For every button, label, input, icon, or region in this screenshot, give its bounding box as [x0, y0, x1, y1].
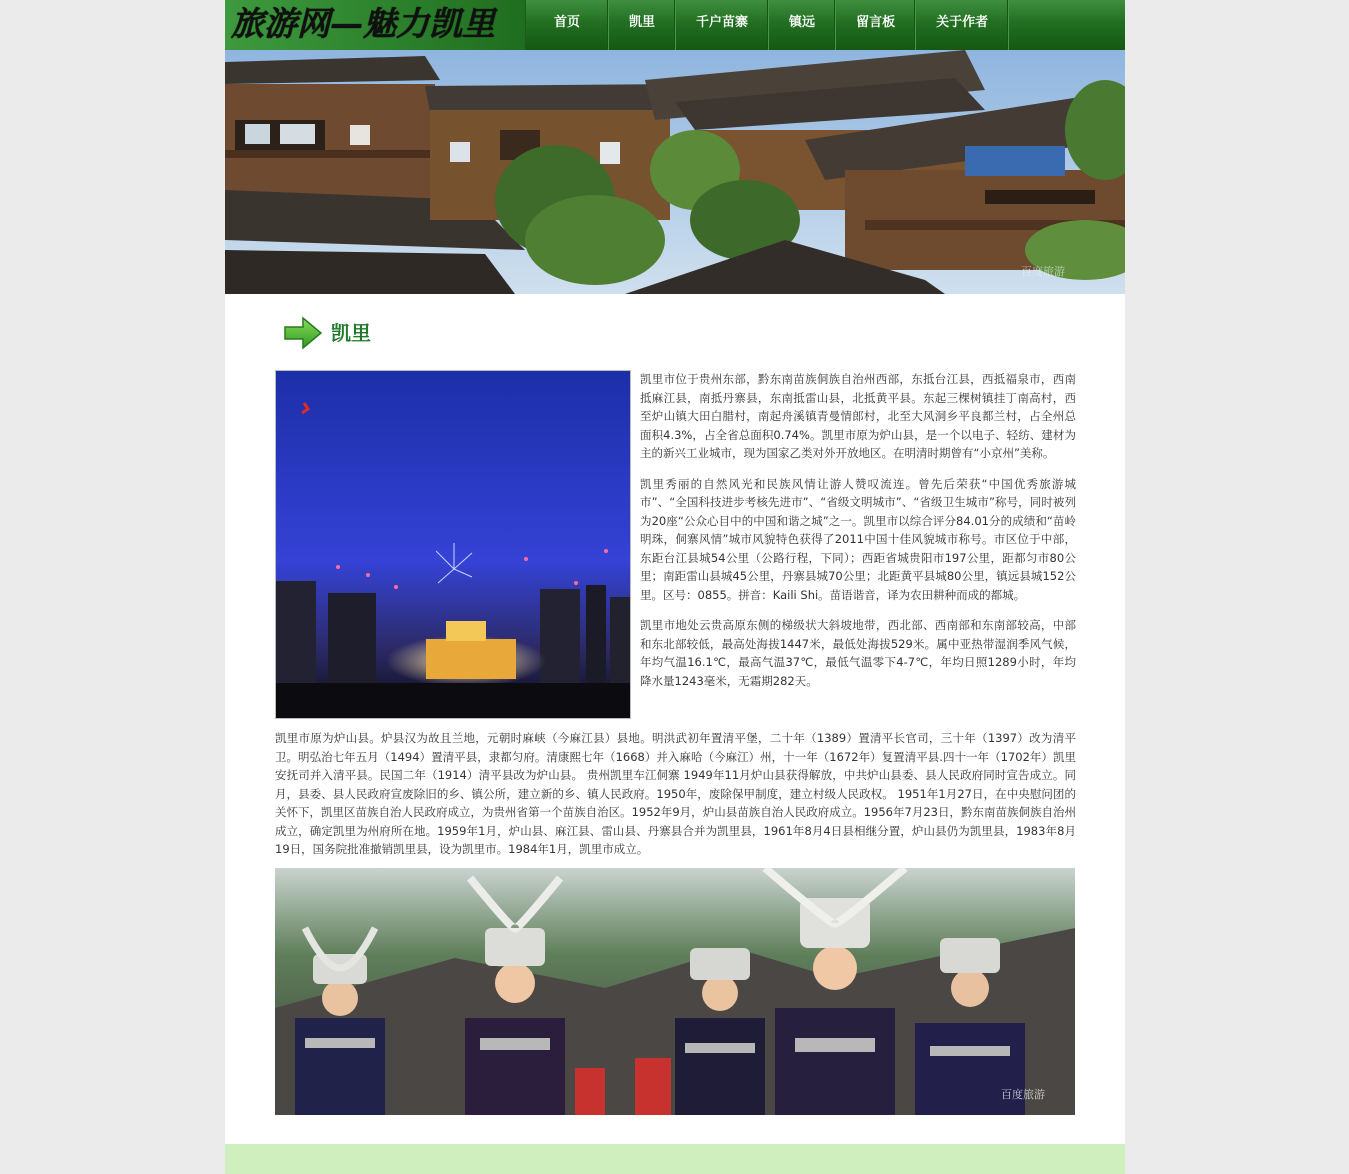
paragraph-location: 凯里市位于贵州东部，黔东南苗族侗族自治州西部，东抵台江县，西抵福泉市，西南抵麻江县，南抵丹寨县，东南抵雷山县，北抵黄平县。东起三棵树镇挂丁南高村，西至炉山镇大田白腊村，南起舟溪镇青曼情郎村，北至大风洞乡平良都兰村，占全州总面积4.3%，占全省总面积0.74%。凯里市原为炉山县，是一个以电子、轻纺、建材为主的新兴工业城市，现为国家乙类对外开放地区。在明清时期曾有“小京州”美称。 [640, 372, 1076, 460]
nav-item-home[interactable]: 首页 [526, 0, 609, 50]
intro-text-block [640, 370, 1076, 702]
nav-item-miao-village[interactable]: 千户苗寨 [676, 0, 769, 50]
nav-item-zhenyuan[interactable]: 镇远 [769, 0, 836, 50]
fireworks-illustration [276, 371, 630, 718]
main-nav [526, 0, 1009, 50]
miao-dancers-photo [275, 868, 1075, 1115]
banner-watermark: 百度旅游 [1021, 265, 1065, 278]
logo-text: 旅游网—魅力凯里 [231, 4, 495, 43]
page-container [225, 0, 1125, 1174]
page-footer [225, 1144, 1125, 1174]
banner-photo [225, 50, 1125, 294]
paragraph-climate: 凯里市地处云贵高原东侧的梯级状大斜坡地带，西北部、西南部和东南部较高，中部和东北部较低，最高处海拔1447米，最低处海拔529米。属中亚热带湿润季风气候，年均气温16.1℃，最高气温37℃，最低气温零下4-7℃，年均日照1289小时，年均降水量1243毫米，无霜期282天。 [640, 618, 1076, 688]
site-header [225, 0, 1125, 50]
history-text-block [275, 729, 1076, 859]
arrow-right-icon [283, 316, 323, 350]
photo-watermark: 百度旅游 [1001, 1088, 1045, 1101]
fireworks-photo [275, 370, 631, 719]
site-logo[interactable] [225, 0, 526, 50]
paragraph-scenery: 凯里秀丽的自然风光和民族风情让游人赞叹流连。曾先后荣获“中国优秀旅游城市”、“全国科技进步考核先进市”、“省级文明城市”、“省级卫生城市”称号，同时被列为20座“公众心目中的中国和谐之城”之一。凯里市以综合评分84.01分的成绩和“苗岭明珠，侗寨风情”城市风貌特色获得了2011中国十佳风貌城市称号。市区位于中部，东距台江县城54公里（公路行程，下同）；西距省城贵阳市197公里，距都匀市80公里；南距雷山县城45公里，丹寨县城70公里；北距黄平县城80公里，镇远县城152公里。区号：0855。拼音：Kaili Shi。苗语谐音，译为农田耕种而成的都城。 [640, 476, 1076, 602]
nav-item-about-author[interactable]: 关于作者 [916, 0, 1009, 50]
dancers-illustration [275, 868, 1075, 1115]
nav-item-guestbook[interactable]: 留言板 [836, 0, 916, 50]
section-title: 凯里 [331, 321, 371, 345]
paragraph-history: 凯里市原为炉山县。炉县汉为故且兰地，元朝时麻峡（今麻江县）县地。明洪武初年置清平堡，二十年（1389）置清平长官司，三十年（1397）改为清平卫。明弘治七年五月（1494）置清平县，隶都匀府。清康熙七年（1668）并入麻哈（今麻江）州，十一年（1672年）复置清平县.四十一年（1702年）凯里安抚司并入清平县。民国二年（1914）清平县改为炉山县。 贵州凯里车江侗寨 1949年11月炉山县获得解放，中共炉山县委、县人民政府同时宣告成立。同月，县委、县人民政府宣废除旧的乡、镇公所，建立新的乡、镇人民政府。1950年，废除保甲制度，建立村级人民政权。 1951年1月27日，在中央慰问团的关怀下，凯里区苗族自治人民政府成立，为贵州省第一个苗族自治区。1952年9月，炉山县苗族自治人民政府成立。1956年7月23日，黔东南苗族侗族自治州成立，确定凯里为州府所在地。1959年1月，炉山县、麻江县、雷山县、丹寨县合并为凯里县，1961年8月4日县相继分置，炉山县仍为凯里县，1983年8月19日，国务院批准撤销凯里县，设为凯里市。1984年1月，凯里市成立。 [275, 731, 1076, 856]
banner-illustration [225, 50, 1125, 294]
nav-item-kaili[interactable]: 凯里 [609, 0, 676, 50]
